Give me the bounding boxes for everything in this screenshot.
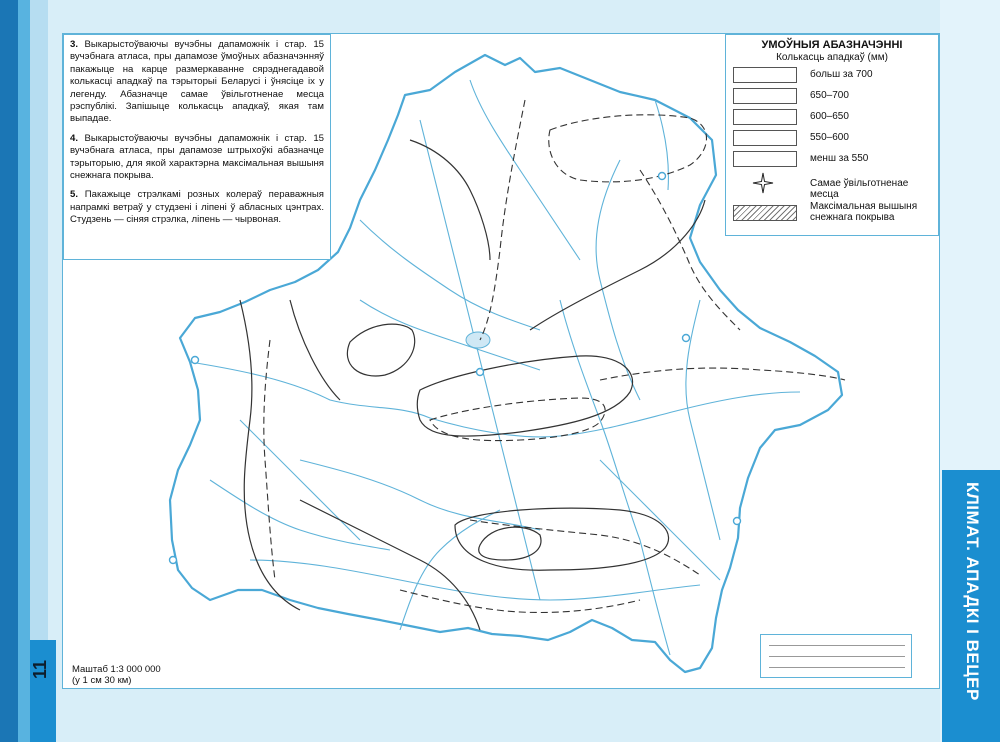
legend-subtitle: Колькасць ападкаў (мм) — [776, 52, 888, 63]
answer-line[interactable] — [769, 667, 905, 668]
answer-box[interactable] — [760, 634, 912, 678]
map-legend — [725, 34, 939, 236]
legend-swatch-over-700[interactable] — [733, 67, 797, 83]
legend-label-snow-cover: Максімальная вышыня снежнага покрыва — [810, 201, 918, 223]
legend-label-wettest-place: Самае ўвільготненае месца — [810, 178, 909, 200]
answer-line[interactable] — [769, 645, 905, 646]
legend-label-650-700: 650–700 — [810, 90, 849, 101]
legend-swatch-550-600[interactable] — [733, 130, 797, 146]
task-3 — [70, 39, 324, 126]
lake-naroch — [466, 332, 490, 348]
task-4-text: Выкарыстоўваючы вучэбны дапаможнік і стар. 15 вучэбнага атласа, пры дапамозе штрыхоўкі абазначце тэрыторыю, для якой характэрна максімальная вышыня снежнага покрыва. — [70, 132, 324, 182]
legend-label-under-550: менш за 550 — [810, 153, 869, 164]
task-5-number: 5. — [70, 189, 79, 201]
legend-label-550-600: 550–600 — [810, 132, 849, 143]
legend-swatch-under-550[interactable] — [733, 151, 797, 167]
section-title: КЛІМАТ. АПАДКІ І ВЕЦЕР — [963, 482, 982, 701]
task-3-number: 3. — [70, 39, 79, 50]
legend-swatch-snow-cover[interactable] — [733, 205, 797, 221]
legend-label-over-700: больш за 700 — [810, 69, 873, 80]
legend-swatch-600-650[interactable] — [733, 109, 797, 125]
answer-line[interactable] — [769, 656, 905, 657]
legend-label-600-650: 600–650 — [810, 111, 849, 122]
legend-title: УМОЎНЫЯ АБАЗНАЧЭННІ — [761, 39, 903, 51]
task-4-number: 4. — [70, 132, 79, 144]
legend-swatch-650-700[interactable] — [733, 88, 797, 104]
task-5-text: Пакажыце стрэлкамі розных колераў пераважныя напрамкі ветраў у студзені і ліпені ў абласных цэнтрах. Студзень — сіняя стрэлка, ліпень — чырвоная. — [70, 189, 324, 226]
task-4 — [70, 133, 324, 183]
task-5 — [70, 189, 324, 226]
task-3-text: Выкарыстоўваючы вучэбны дапаможнік і стар. 15 вучэбнага атласа, пры дапамозе ўмоўных абазначэнняў пакажыце на карце размеркаванне сярэднегадавой колькасці ападкаў па тэрыторыі Беларусі і ўнясіце іх у легенду. Абазначце самае ўвільготненае месца рэспублікі. Запішыце колькасць ападкаў, якая там выпадае. — [70, 39, 324, 125]
map-scale — [72, 664, 161, 686]
task-panel — [63, 34, 331, 260]
compass-star-icon — [752, 172, 774, 194]
scale-note: (у 1 см 30 км) — [72, 675, 132, 686]
page-number: 11 — [30, 660, 50, 680]
scale-ratio: Маштаб 1:3 000 000 — [72, 664, 161, 675]
